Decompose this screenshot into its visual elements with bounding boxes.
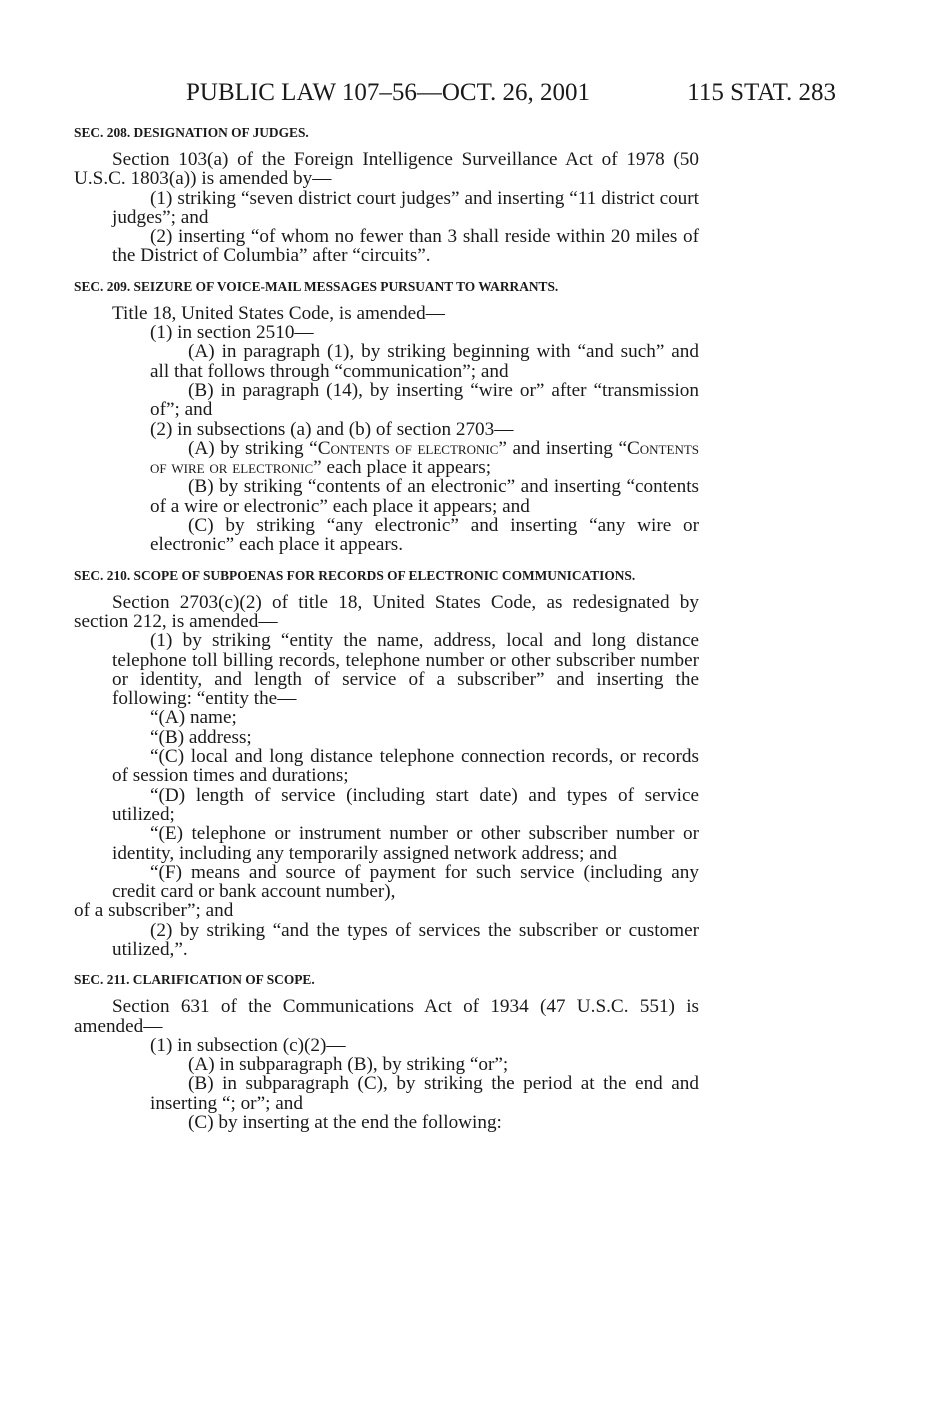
section-211-clause-1a: (A) in subparagraph (B), by striking “or”;	[188, 1054, 509, 1076]
section-210-item-f: “(F) means and source of payment for such service (including any credit card or bank account number),	[112, 861, 699, 903]
section-209-intro: Title 18, United States Code, is amended—	[112, 302, 445, 324]
section-208-heading: SEC. 208. DESIGNATION OF JUDGES.	[74, 125, 309, 140]
section-211-intro: Section 631 of the Communications Act of 1934 (47 U.S.C. 551) is amended—	[74, 996, 699, 1037]
section-210-item-c: “(C) local and long distance telephone connection records, or records of session times and durations;	[112, 746, 699, 787]
section-211-heading: SEC. 211. CLARIFICATION OF SCOPE.	[74, 972, 315, 988]
section-210-clause-1: (1) by striking “entity the name, address, local and long distance telephone toll billing records, telephone number or other subscriber number or identity, and length of service of a subscriber” and inserting the following: “entity the—	[112, 630, 699, 710]
section-208-clause-1: (1) striking “seven district court judges” and inserting “11 district court judges”; and	[112, 187, 699, 228]
running-header-title: PUBLIC LAW 107–56—OCT. 26, 2001	[186, 79, 591, 106]
section-209-clause-2a	[74, 439, 699, 478]
section-211-clause-1c: (C) by inserting at the end the following:	[188, 1112, 502, 1134]
section-208-intro: Section 103(a) of the Foreign Intelligence Surveillance Act of 1978 (50 U.S.C. 1803(a)) is amended by—	[74, 149, 699, 190]
section-210-item-a: “(A) name;	[150, 707, 237, 729]
section-209-clause-2b: (B) by striking “contents of an electronic” and inserting “contents of a wire or electronic” each place it appears; and	[150, 476, 699, 517]
section-210-item-d: “(D) length of service (including start date) and types of service utilized;	[112, 784, 699, 825]
section-210-item-e: “(E) telephone or instrument number or other subscriber number or identity, including any temporarily assigned network address; and	[112, 823, 699, 864]
section-208-clause-2: (2) inserting “of whom no fewer than 3 shall reside within 20 miles of the District of Columbia” after “circuits”.	[112, 226, 699, 267]
section-210-item-b: “(B) address;	[150, 726, 252, 748]
section-210-clause-2: (2) by striking “and the types of services the subscriber or customer utilized,”.	[112, 919, 699, 960]
section-209-clause-1a: (A) in paragraph (1), by striking beginning with “and such” and all that follows through “communication”; and	[150, 341, 699, 382]
section-210-intro: Section 2703(c)(2) of title 18, United States Code, as redesignated by section 212, is amended—	[74, 591, 699, 632]
section-209-clause-2c: (C) by striking “any electronic” and inserting “any wire or electronic” each place it appears.	[150, 515, 699, 556]
page-number: 115 STAT. 283	[687, 79, 836, 106]
section-209-clause-1: (1) in section 2510—	[150, 322, 314, 344]
section-209-clause-2a-text: (A) by striking “Contents of electronic” and inserting “Contents of wire or electronic” each place it appears;	[150, 437, 699, 479]
section-210-tail: of a subscriber”; and	[74, 900, 234, 922]
section-210-heading: SEC. 210. SCOPE OF SUBPOENAS FOR RECORDS OF ELECTRONIC COMMUNICATIONS.	[74, 567, 636, 583]
section-211-clause-1: (1) in subsection (c)(2)—	[150, 1034, 346, 1056]
section-211-clause-1b: (B) in subparagraph (C), by striking the period at the end and inserting “; or”; and	[150, 1073, 699, 1114]
section-209-heading: SEC. 209. SEIZURE OF VOICE-MAIL MESSAGES PURSUANT TO WARRANTS.	[74, 278, 559, 294]
law-text	[74, 124, 699, 1132]
section-209-clause-2: (2) in subsections (a) and (b) of section 2703—	[150, 418, 514, 440]
section-209-clause-1b: (B) in paragraph (14), by inserting “wire or” after “transmission of”; and	[150, 379, 699, 421]
